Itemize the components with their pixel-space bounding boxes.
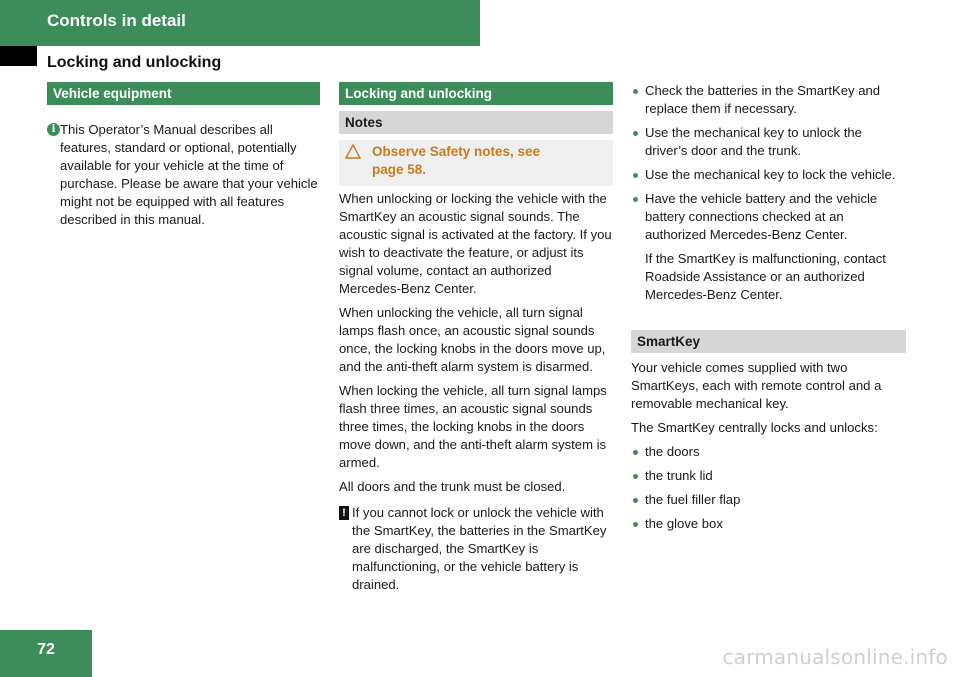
bullet-icon xyxy=(633,474,638,479)
column-middle xyxy=(339,82,613,594)
bullet-icon xyxy=(633,131,638,136)
smartkey-paragraph-2: The SmartKey centrally locks and unlocks: xyxy=(631,420,878,435)
safety-notes-link[interactable] xyxy=(372,143,540,179)
section-title: Locking and unlocking xyxy=(47,54,222,71)
column-left xyxy=(47,82,320,229)
paragraph-acoustic-signal: When unlocking or locking the vehicle with the SmartKey an acoustic signal sounds. The acoustic signal is activated at the factory. If you wish to deactivate the feature, or adjust its signal volume, contact an authorized Mercedes-Benz Center. xyxy=(339,191,612,296)
smartkey-heading: SmartKey xyxy=(631,330,906,353)
bullet-icon xyxy=(633,450,638,455)
bullet-icon xyxy=(633,522,638,527)
list-item: the fuel filler flap xyxy=(631,491,906,509)
watermark: carmanualsonline.info xyxy=(722,645,948,669)
list-item: the trunk lid xyxy=(631,467,906,485)
info-note-text: This Operator’s Manual describes all features, standard or optional, potentially available for your vehicle at the time of purchase. Please be aware that your vehicle might not be equipped with all features described in this manual. xyxy=(60,122,318,227)
list-item: Have the vehicle battery and the vehicle battery connections checked at an authorized Mercedes-Benz Center. xyxy=(631,190,906,244)
vehicle-equipment-heading: Vehicle equipment xyxy=(47,82,320,105)
paragraph-locking: When locking the vehicle, all turn signal lamps flash three times, an acoustic signal sounds three times, the locking knobs in the doors move down, and the anti-theft alarm system is armed. xyxy=(339,383,607,470)
notice xyxy=(339,504,613,594)
info-note xyxy=(47,121,320,229)
locking-heading: Locking and unlocking xyxy=(339,82,613,105)
bullet-icon xyxy=(633,498,638,503)
chapter-title: Controls in detail xyxy=(47,11,186,30)
paragraph-unlocking: When unlocking the vehicle, all turn signal lamps flash once, an acoustic signal sounds once, the locking knobs in the doors move up, and the anti-theft alarm system is disarmed. xyxy=(339,305,606,374)
notes-heading: Notes xyxy=(339,111,613,134)
safety-notes-line2: page 58. xyxy=(372,162,427,177)
warning-triangle-icon xyxy=(345,144,361,159)
safety-notes-box xyxy=(339,140,613,186)
bullet-icon xyxy=(633,89,638,94)
smartkey-paragraph-1: Your vehicle comes supplied with two SmartKeys, each with remote control and a removable mechanical key. xyxy=(631,360,882,411)
paragraph-doors-closed: All doors and the trunk must be closed. xyxy=(339,479,566,494)
safety-notes-line1: Observe Safety notes, see xyxy=(372,144,541,159)
chapter-marker xyxy=(0,46,37,66)
page-number: 72 xyxy=(0,630,92,677)
chapter-tab xyxy=(0,0,480,46)
list-item: Use the mechanical key to lock the vehicle. xyxy=(631,166,906,184)
bullet-icon xyxy=(633,197,638,202)
malfunction-note: If the SmartKey is malfunctioning, contact Roadside Assistance or an authorized Mercedes-Benz Center. xyxy=(645,251,886,302)
list-item: Check the batteries in the SmartKey and replace them if necessary. xyxy=(631,82,906,118)
notice-text: If you cannot lock or unlock the vehicle with the SmartKey, the batteries in the SmartKey are discharged, the SmartKey is malfunctioning, or the vehicle battery is drained. xyxy=(352,505,607,592)
list-item: the glove box xyxy=(631,515,906,533)
list-item: Use the mechanical key to unlock the driver’s door and the trunk. xyxy=(631,124,906,160)
info-icon: i xyxy=(47,123,60,136)
list-item: the doors xyxy=(631,443,906,461)
exclamation-notice-icon: ! xyxy=(339,506,349,520)
column-right xyxy=(631,82,906,533)
bullet-icon xyxy=(633,173,638,178)
